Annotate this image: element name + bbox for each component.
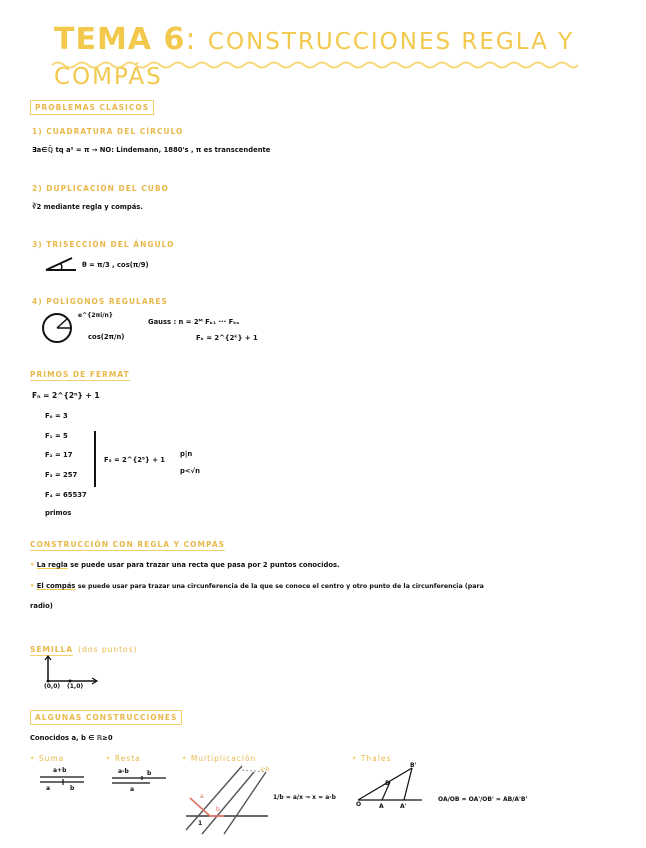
- mult-eq: 1/b = a/x ⇒ x = a·b: [273, 794, 336, 801]
- mult-label-text: Multiplicación: [190, 754, 257, 763]
- p1-title: 1) CUADRATURA DEL CÍRCULO: [32, 127, 184, 136]
- algunas-conocidos: Conocidos a, b ∈ ℝ≥0: [30, 734, 113, 742]
- construccion-line2-text: se puede usar para trazar una circunferencia de la que se conoce el centro y otro punto de la circunferencia (para: [77, 583, 484, 590]
- construccion-line2-keyword: El compás: [36, 582, 76, 590]
- p2-text: ∛2 mediante regla y compás.: [32, 203, 143, 211]
- bullet-icon: •: [30, 582, 35, 590]
- title-wave-underline: [50, 60, 580, 70]
- p4-title: 4) POLÍGONOS REGULARES: [32, 297, 168, 306]
- construccion-line1-text: se puede usar para trazar una recta que pasa por 2 puntos conocidos.: [70, 561, 340, 569]
- thales-Ap: A': [400, 803, 407, 810]
- thales-label-text: Thales: [360, 754, 392, 763]
- section-problemas-header: PROBLEMAS CLÁSICOS: [30, 100, 154, 115]
- polygon-circle-icon: [40, 312, 76, 344]
- construccion-line1-keyword: La regla: [36, 561, 68, 569]
- fermat-item-1: F₁ = 5: [45, 432, 68, 440]
- p3-text: θ = π/3 , cos(π/9): [82, 261, 149, 269]
- fermat-divider: [94, 431, 96, 487]
- p1-text: ∃a∈ℚ̄ tq a² = π → NO: Lindemann, 1880's , π es transcendente: [32, 146, 271, 154]
- mult-ab: a·b: [260, 766, 270, 773]
- title-tema: TEMA 6: [54, 22, 186, 57]
- thales-label: • Thales: [352, 754, 392, 763]
- thales-Bp: B': [410, 762, 417, 769]
- suma-b: b: [70, 785, 75, 792]
- fermat-pin: p|n: [180, 450, 193, 458]
- suma-label: • Suma: [30, 754, 65, 763]
- mult-label: • Multiplicación: [182, 754, 257, 763]
- fermat-f5: F₅ = 2^{2⁵} + 1: [104, 456, 166, 464]
- title-subtitle: CONSTRUCCIONES REGLA Y COMPÁS: [54, 29, 575, 90]
- mult-b: b: [216, 806, 220, 813]
- section-semilla-header: SEMILLA: [30, 645, 74, 654]
- p4-cos: cos(2π/n): [88, 333, 125, 341]
- fermat-item-3: F₃ = 257: [45, 471, 78, 479]
- semilla-p1: (1,0): [67, 683, 84, 690]
- construccion-line1: [30, 561, 630, 569]
- semilla-note: (dos puntos): [78, 645, 138, 654]
- p2-title: 2) DUPLICACIÓN DEL CUBO: [32, 184, 169, 193]
- construccion-line2: [30, 582, 640, 590]
- resta-label: • Resta: [106, 754, 141, 763]
- page-title: [54, 22, 646, 92]
- suma-label-text: Suma: [38, 754, 65, 763]
- thales-A: A: [379, 803, 384, 810]
- p3-title: 3) TRISECCIÓN DEL ÁNGULO: [32, 240, 175, 249]
- section-algunas-header: ALGUNAS CONSTRUCCIONES: [30, 710, 182, 725]
- construccion-line3: radio): [30, 602, 53, 610]
- bullet-icon: •: [30, 561, 35, 569]
- section-fermat-header: PRIMOS DE FERMAT: [30, 370, 130, 379]
- mult-one: 1: [198, 820, 203, 827]
- section-construccion-header: CONSTRUCCIÓN CON REGLA Y COMPÁS: [30, 540, 226, 549]
- fermat-item-4: F₄ = 65537: [45, 491, 87, 499]
- suma-a: a: [46, 785, 51, 792]
- thales-diagram: [354, 764, 426, 806]
- fermat-formula: Fₙ = 2^{2ⁿ} + 1: [32, 391, 100, 400]
- resta-b: b: [147, 770, 152, 777]
- angle-icon: [44, 255, 78, 273]
- resta-top: a-b: [118, 768, 129, 775]
- resta-label-text: Resta: [114, 754, 141, 763]
- title-colon: :: [185, 22, 197, 57]
- p4-exp: e^{2πi/n}: [78, 312, 114, 319]
- thales-O: O: [356, 801, 362, 808]
- fermat-item-2: F₂ = 17: [45, 451, 73, 459]
- thales-B: B: [385, 780, 390, 787]
- p4-fk: Fₖ = 2^{2ᵏ} + 1: [196, 334, 258, 342]
- thales-eq: OA/OB = OA'/OB' = AB/A'B': [438, 796, 528, 803]
- semilla-p0: (0,0): [44, 683, 61, 690]
- resta-a: a: [130, 786, 135, 793]
- suma-top: a+b: [53, 767, 67, 774]
- fermat-item-0: F₀ = 3: [45, 412, 68, 420]
- p4-gauss: Gauss : n = 2ᴹ Fₖ₁ ··· Fₖₛ: [148, 318, 240, 326]
- semilla-header-row: [30, 637, 137, 656]
- mult-diagram: [180, 764, 270, 836]
- fermat-primos: primos: [45, 509, 72, 517]
- resta-diagram: [110, 776, 170, 788]
- fermat-plt: p<√n: [180, 467, 200, 475]
- mult-a: a: [200, 793, 204, 800]
